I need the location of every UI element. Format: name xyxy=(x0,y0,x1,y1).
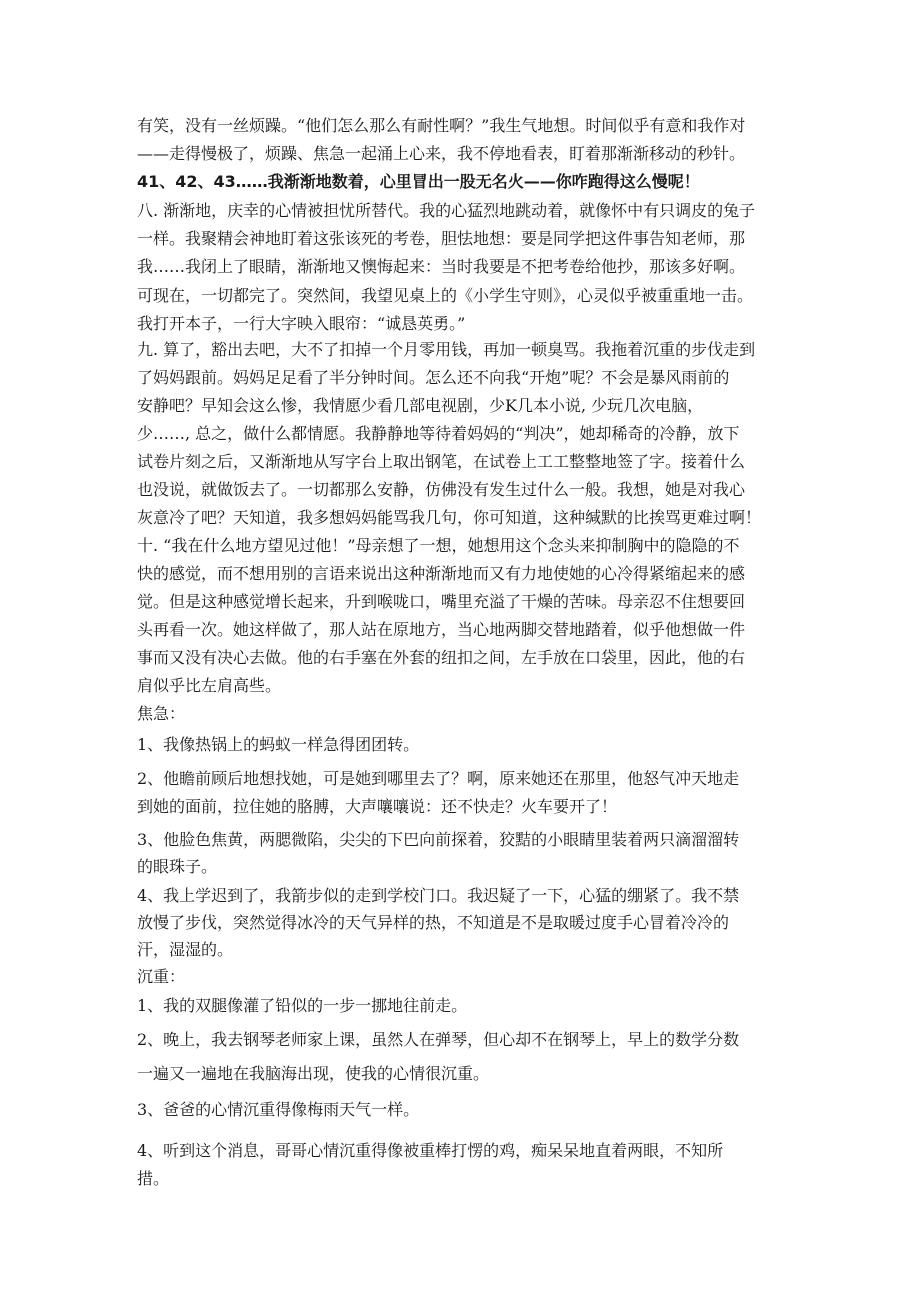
text-line: 措。 xyxy=(137,1169,170,1188)
text-line: 头再看一次。她这样做了，那人站在原地方，当心地两脚交替地踏着，似乎他想做一件 xyxy=(137,620,746,639)
text-line: 41、42、43……我渐渐地数着，心里冒出一股无名火——你咋跑得这么慢呢！ xyxy=(137,172,700,191)
text-line: 快的感觉，而不想用别的言语来说出这种渐渐地而又有力地使她的心冷得紧缩起来的感 xyxy=(137,564,746,583)
text-line: 3、他脸色焦黄，两腮微陷，尖尖的下巴向前探着，狡黠的小眼睛里装着两只滴溜溜转 xyxy=(137,830,740,849)
text-line: 事而又没有决心去做。他的右手塞在外套的纽扣之间，左手放在口袋里，因此，他的右 xyxy=(137,648,746,667)
text-line: 觉。但是这种感觉增长起来，升到喉咙口，嘴里充溢了干燥的苦味。母亲忍不住想要回 xyxy=(137,592,746,611)
text-line: 可现在，一切都完了。突然间，我望见桌上的《小学生守则》，心灵似乎被重重地一击。 xyxy=(137,286,754,305)
text-line: 我……我闭上了眼睛，渐渐地又懊悔起来：当时我要是不把考卷给他抄，那该多好啊。 xyxy=(137,257,746,276)
text-line: 我打开本子，一行大字映入眼帘：“诚恳英勇。” xyxy=(137,314,466,333)
text-line: 了妈妈跟前。妈妈足足看了半分钟时间。怎么还不向我“开炮”呢？不会是暴风雨前的 xyxy=(137,368,730,387)
text-line: 试卷片刻之后，又渐渐地从写字台上取出钢笔，在试卷上工工整整地签了字。接着什么 xyxy=(137,452,746,471)
text-line: 少……, 总之，做什么都情愿。我静静地等待着妈妈的“判决”，她却稀奇的冷静，放下 xyxy=(137,424,740,443)
text-line: ——走得慢极了，烦躁、焦急一起涌上心来，我不停地看表，盯着那渐渐移动的秒针。 xyxy=(137,144,746,163)
text-line: 的眼珠子。 xyxy=(137,857,218,876)
text-line: 一样。我聚精会神地盯着这张该死的考卷，胆怯地想：要是同学把这件事告知老师，那 xyxy=(137,229,746,248)
text-line: 安静吧？早知会这么惨，我情愿少看几部电视剧，少K几本小说, 少玩几次电脑， xyxy=(137,396,704,415)
text-line: 十. “我在什么地方望见过他！”母亲想了一想，她想用这个念头来抑制胸中的隐隐的不 xyxy=(137,536,740,555)
text-line: 一遍又一遍地在我脑海出现，使我的心情很沉重。 xyxy=(137,1064,490,1083)
section-heading: 沉重： xyxy=(137,967,186,986)
text-line: 八. 渐渐地，庆幸的心情被担忧所替代。我的心猛烈地跳动着，就像怀中有只调皮的兔子 xyxy=(137,201,756,220)
text-line: 4、听到这个消息，哥哥心情沉重得像被重棒打愣的鸡，痴呆呆地直着两眼，不知所 xyxy=(137,1141,724,1160)
text-line: 肩似乎比左肩高些。 xyxy=(137,676,282,695)
text-line: 放慢了步伐，突然觉得冰冷的天气异样的热，不知道是不是取暖过度手心冒着冷冷的 xyxy=(137,913,730,932)
text-line: 九. 算了，豁出去吧，大不了扣掉一个月零用钱，再加一顿臭骂。我拖着沉重的步伐走到 xyxy=(137,340,756,359)
text-line: 到她的面前，拉住她的胳膊，大声嚷嚷说：还不快走？火车要开了！ xyxy=(137,797,618,816)
text-line: 2、晚上，我去钢琴老师家上课，虽然人在弹琴，但心却不在钢琴上，早上的数学分数 xyxy=(137,1030,740,1049)
text-line: 也没说，就做饭去了。一切都那么安静，仿佛没有发生过什么一般。我想，她是对我心 xyxy=(137,480,746,499)
text-line: 3、爸爸的心情沉重得像梅雨天气一样。 xyxy=(137,1100,420,1119)
text-line: 1、我的双腿像灌了铅似的一步一挪地往前走。 xyxy=(137,996,468,1015)
section-heading: 焦急： xyxy=(137,704,186,723)
text-line: 灰意冷了吧？天知道，我多想妈妈能骂我几句，你可知道，这种缄默的比挨骂更难过啊！ xyxy=(137,508,762,527)
text-line: 有笑，没有一丝烦躁。“他们怎么那么有耐性啊？”我生气地想。时间似乎有意和我作对 xyxy=(137,116,746,135)
text-line: 4、我上学迟到了，我箭步似的走到学校门口。我迟疑了一下，心猛的绷紧了。我不禁 xyxy=(137,886,740,905)
text-line: 2、他瞻前顾后地想找她，可是她到哪里去了？啊，原来她还在那里，他怒气冲天地走 xyxy=(137,769,740,788)
text-line: 汗，湿湿的。 xyxy=(137,940,234,959)
text-line: 1、我像热锅上的蚂蚁一样急得团团转。 xyxy=(137,735,420,754)
